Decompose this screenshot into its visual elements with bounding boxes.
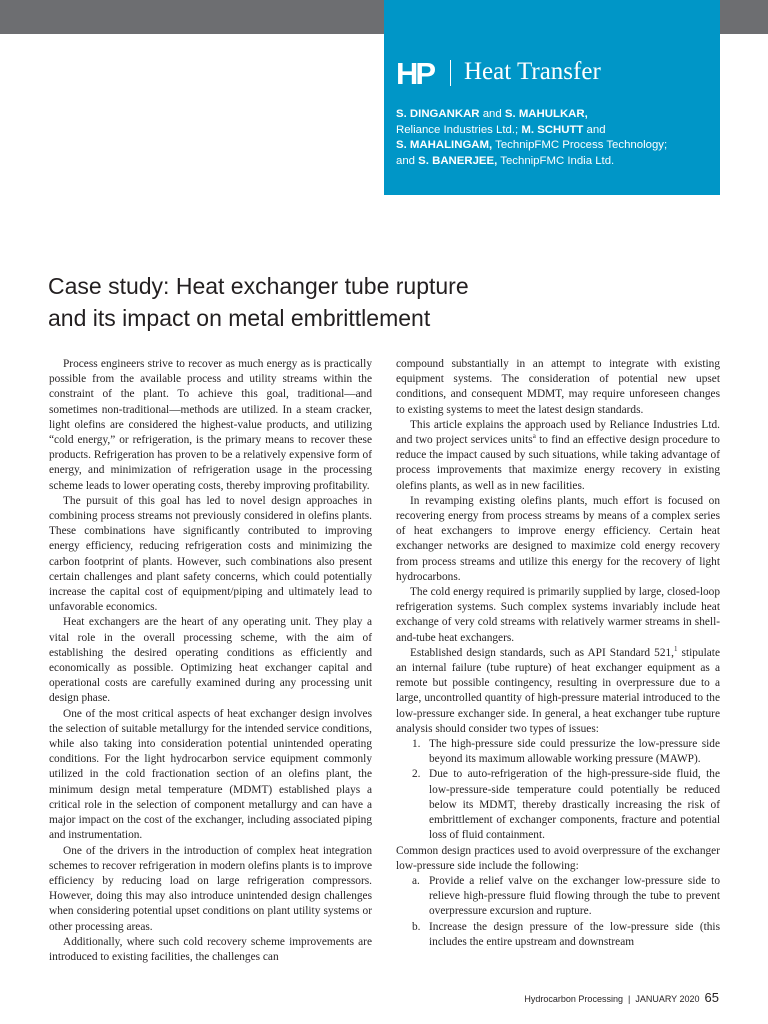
author-name: S. MAHALINGAM, [396, 139, 493, 151]
issue-date: JANUARY 2020 [635, 994, 700, 1004]
section-title: Heat Transfer [464, 58, 601, 85]
body-paragraph: The pursuit of this goal has led to novel design approaches in combining process streams not previously considered in olefins plants. These combinations have significantly contributed to improving energy efficiency, reducing refrigeration costs and minimizing the carbon footprint of plants. However, such combinations also present certain challenges and plant safety concerns, which could potentially increase the capital cost of equipment/piping and ultimately lead to unfavorable economics. [49, 494, 372, 614]
body-column-left [49, 357, 372, 965]
page-footer [524, 990, 719, 1005]
footnote-ref: a [532, 432, 536, 441]
publication-name: Hydrocarbon Processing [524, 994, 623, 1004]
author-affiliation: TechnipFMC Process Technology; [492, 139, 668, 151]
page-number: 65 [704, 990, 719, 1005]
author-name: M. SCHUTT [521, 123, 584, 136]
body-paragraph: Additionally, where such cold recovery scheme improvements are introduced to existing facilities, the challenges can [49, 935, 372, 963]
list-item: 1. The high-pressure side could pressurize the low-pressure side beyond its maximum allowable working pressure (MAWP). [412, 738, 720, 766]
list-item: b. Increase the design pressure of the low-pressure side (this includes the entire upstream and downstream [412, 920, 720, 948]
practices-list [396, 874, 720, 950]
list-item: 2. Due to auto-refrigeration of the high-pressure-side fluid, the low-pressure-side temperature could potentially be reduced below its MDMT, thereby drastically increasing the risk of embrittlement of exchanger components, fracture and potential loss of fluid containment. [412, 768, 720, 842]
body-paragraph: One of the most critical aspects of heat exchanger design involves the selection of suitable metallurgy for the intended service conditions, while also taking into consideration potential unintended operating conditions. For the light hydrocarbon service equipment commonly utilized in the cold fractionation section of an olefins plant, the minimum design metal temperature (MDMT) established plays a critical role in the selection of component metallurgy and can have a major impact on the cost of the exchanger, including associated piping and instrumentation. [49, 707, 372, 842]
header-divider [450, 60, 451, 86]
body-paragraph: Common design practices used to avoid overpressure of the exchanger low-pressure side include the following: [396, 844, 720, 872]
list-item: a. Provide a relief valve on the exchanger low-pressure side to relieve high-pressure fluid flowing through the tube to prevent overpressure excursion and rupture. [412, 874, 720, 918]
body-paragraph: In revamping existing olefins plants, much effort is focused on recovering energy from process streams by means of a complex series of heat exchangers to improve energy efficiency. Certain heat exchanger networks are designed to maximize cold energy recovery from process streams and utilize this energy for the recovery of light hydrocarbons. [396, 494, 720, 583]
body-paragraph: The cold energy required is primarily supplied by large, closed-loop refrigeration systems. Such complex systems invariably include heat exchange of very cold streams with relatively warmer streams in shell-and-tube heat exchangers. [396, 586, 720, 644]
body-paragraph: Established design standards, such as API Standard 521,$^1$ stipulate an internal failure (tube rupture) of heat exchanger equipment as a remote but possible contingency, resulting in overpressure due to a large, uncontrolled quantity of high-pressure material introduced to the low-pressure exchanger side. In general, a heat exchanger tube rupture analysis should consider two types of issues: [396, 645, 720, 735]
article-title: Case study: Heat exchanger tube rupture and its impact on metal embrittlement [48, 273, 469, 331]
author-name: S. DINGANKAR [396, 108, 480, 120]
author-affiliation: Reliance Industries Ltd.; [396, 123, 519, 136]
hp-logo: HP [396, 56, 434, 91]
author-affiliation: TechnipFMC India Ltd. [497, 154, 615, 167]
body-paragraph: Heat exchangers are the heart of any operating unit. They play a vital role in the overall processing scheme, with the aim of establishing the desired operating conditions as efficiently and economically as possible. Optimizing heat exchanger capital and operational costs are carefully examined during any processing unit design phase. [49, 616, 372, 705]
author-name: S. MAHULKAR, [504, 108, 588, 120]
reference-number: 1 [674, 645, 678, 654]
body-paragraph: This article explains the approach used by Reliance Industries Ltd. and two project services units$^a$ to find an effective design procedure to reduce the impact caused by such situations, while taking advantage of process improvements that maximize energy recovery in existing olefins plants, as well as in new facilities. [396, 418, 720, 492]
body-column-right [396, 357, 720, 950]
footer-separator: | [627, 994, 631, 1004]
body-paragraph: compound substantially in an attempt to integrate with existing equipment systems. The consideration of potential new upset conditions, and consequent MDMT, may require unforeseen changes to existing systems to meet the latest design standards. [396, 358, 720, 416]
section-header-box [384, 0, 720, 195]
body-paragraph: One of the drivers in the introduction of complex heat integration schemes to recover refrigeration in modern olefins plants is to improve efficiency by reducing load on large refrigeration compressors. However, doing this may also introduce unintended design challenges when considering potential upset conditions on plant utility systems or other processing areas. [49, 844, 372, 933]
author-list: S. DINGANKAR and S. MAHULKAR, Reliance Industries Ltd.; M. SCHUTT and S. MAHALINGAM, TechnipFMC Process Technology; and S. BANERJEE, TechnipFMC India Ltd. [396, 108, 668, 167]
author-name: S. BANERJEE, [418, 154, 498, 167]
issues-list [396, 737, 720, 843]
body-paragraph: Process engineers strive to recover as much energy as is practically possible from the available process and utility streams within the constraint of the plant. To achieve this goal, traditional—and sometimes non-traditional—methods are utilized. In a steam cracker, light olefins are considered the highest-value products, and utilizing “cold energy,” or refrigeration, is the primary means to recover these products. Refrigeration has proven to be a relatively expensive form of energy, and minimization of refrigeration usage in the processing scheme leads to lower operating costs, thereby improving profitability. [49, 358, 372, 492]
